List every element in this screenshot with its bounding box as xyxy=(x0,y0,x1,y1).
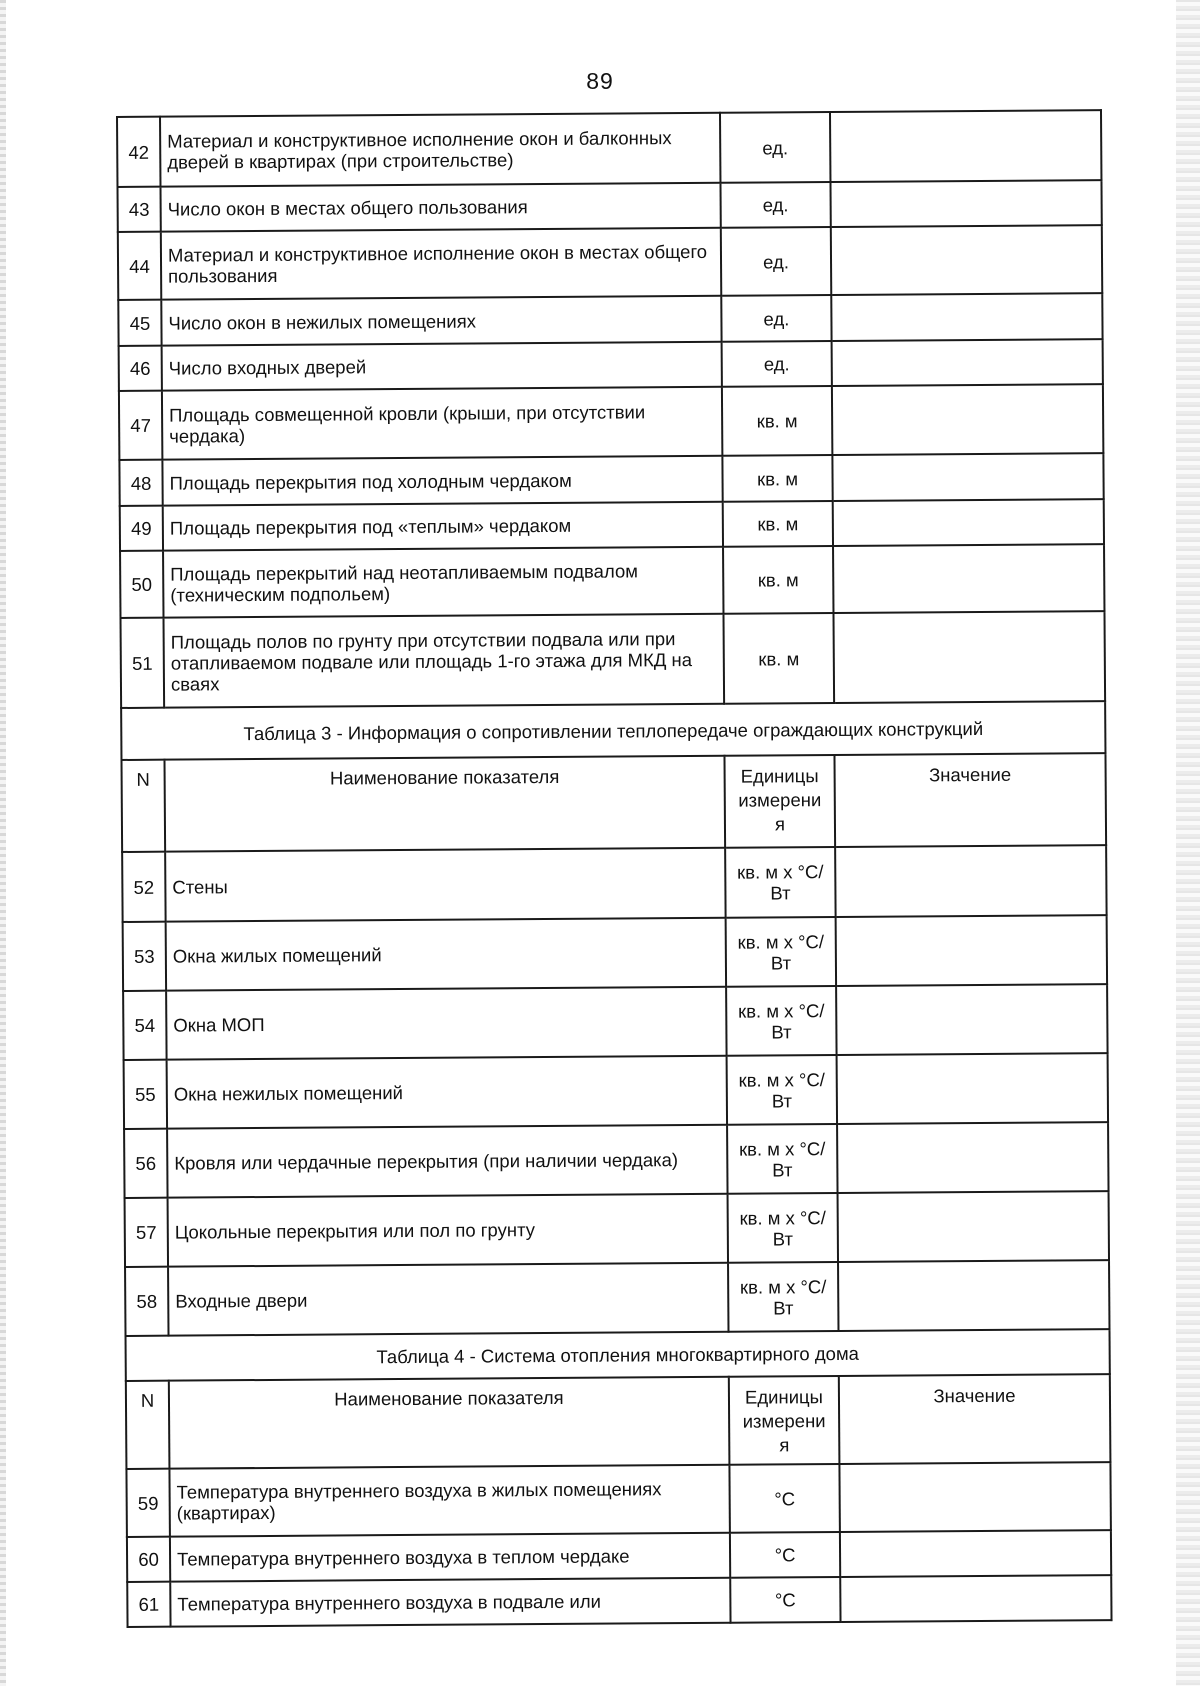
header-value: Значение xyxy=(839,1374,1111,1464)
indicator-name: Цокольные перекрытия или пол по грунту xyxy=(168,1194,728,1267)
indicator-name: Входные двери xyxy=(168,1263,728,1336)
table-row xyxy=(119,339,1103,391)
table-row xyxy=(119,453,1103,506)
unit-cell: кв. м xyxy=(722,386,832,456)
value-cell[interactable] xyxy=(840,1575,1111,1622)
header-value: Значение xyxy=(834,753,1106,847)
unit-cell: ед. xyxy=(721,227,831,296)
indicator-name: Площадь полов по грунту при отсутствии подвала или при отапливаемом подвале или площадь 1-го этажа для МКД на сваях xyxy=(164,614,725,708)
table-row xyxy=(118,293,1102,346)
row-number: 42 xyxy=(117,117,160,187)
value-cell[interactable] xyxy=(830,110,1101,182)
unit-cell: кв. м x °C/ Вт xyxy=(727,1055,837,1125)
unit-cell: ед. xyxy=(721,295,831,342)
indicator-name: Температура внутреннего воздуха в теплом чердаке xyxy=(170,1533,730,1582)
row-number: 52 xyxy=(122,852,165,922)
scan-left-edge xyxy=(0,0,6,1686)
row-number: 44 xyxy=(118,232,161,300)
value-cell[interactable] xyxy=(838,1191,1109,1262)
value-cell[interactable] xyxy=(832,384,1103,455)
unit-cell: °C xyxy=(730,1532,840,1578)
unit-cell: кв. м x °C/ Вт xyxy=(728,1262,838,1332)
unit-cell: кв. м x °C/ Вт xyxy=(728,1193,838,1263)
table-row xyxy=(123,984,1107,1060)
scan-right-edge xyxy=(1176,0,1200,1686)
value-cell[interactable] xyxy=(837,1122,1108,1193)
value-cell[interactable] xyxy=(840,1530,1111,1577)
table-row xyxy=(121,611,1106,708)
table-row xyxy=(117,180,1101,232)
value-cell[interactable] xyxy=(831,225,1102,295)
row-number: 57 xyxy=(125,1198,168,1267)
table-row xyxy=(120,499,1104,551)
unit-cell: кв. м x °C/ Вт xyxy=(726,986,836,1056)
value-cell[interactable] xyxy=(830,180,1101,227)
row-number: 61 xyxy=(127,1582,170,1627)
unit-cell: кв. м x °C/ Вт xyxy=(725,847,835,918)
table-row xyxy=(125,1260,1109,1336)
header-number: N xyxy=(121,760,165,852)
unit-cell: °C xyxy=(729,1464,839,1533)
header-indicator: Наименование показателя xyxy=(169,1377,730,1469)
unit-cell: кв. м xyxy=(723,501,833,547)
indicator-name: Площадь перекрытия под «теплым» чердаком xyxy=(163,502,723,551)
table-row xyxy=(118,225,1102,300)
indicator-name: Кровля или чердачные перекрытия (при наличии чердака) xyxy=(167,1125,727,1198)
value-cell[interactable] xyxy=(835,845,1106,917)
header-indicator: Наименование показателя xyxy=(164,756,725,852)
row-number: 48 xyxy=(119,460,162,506)
row-number: 60 xyxy=(127,1537,170,1582)
value-cell[interactable] xyxy=(837,1053,1108,1124)
indicator-name: Материал и конструктивное исполнение окон в местах общего пользования xyxy=(161,228,721,300)
row-number: 45 xyxy=(118,300,161,346)
table-caption-row xyxy=(126,1329,1110,1381)
table-row xyxy=(122,845,1106,922)
unit-cell: ед. xyxy=(720,112,830,183)
table-row xyxy=(126,1462,1110,1537)
row-number: 59 xyxy=(126,1469,169,1537)
value-cell[interactable] xyxy=(836,915,1107,986)
table-row xyxy=(124,1053,1108,1129)
row-number: 43 xyxy=(117,187,160,232)
row-number: 56 xyxy=(124,1129,167,1198)
table4-caption: Таблица 4 - Система отопления многоквартирного дома xyxy=(126,1329,1110,1381)
indicator-name: Стены xyxy=(165,848,725,922)
unit-cell: кв. м xyxy=(722,455,832,502)
table-row xyxy=(120,544,1104,618)
unit-cell: кв. м xyxy=(723,546,833,614)
value-cell[interactable] xyxy=(839,1462,1110,1532)
header-units: Единицы измерени я xyxy=(729,1376,840,1465)
value-cell[interactable] xyxy=(836,984,1107,1055)
unit-cell: ед. xyxy=(722,341,832,387)
unit-cell: кв. м x °C/ Вт xyxy=(726,917,836,987)
indicator-name: Площадь перекрытия под холодным чердаком xyxy=(162,456,722,506)
indicator-name: Число окон в нежилых помещениях xyxy=(161,296,721,346)
table-row xyxy=(127,1530,1111,1582)
value-cell[interactable] xyxy=(833,611,1105,703)
indicator-name: Число входных дверей xyxy=(162,342,722,391)
value-cell[interactable] xyxy=(832,339,1103,386)
indicator-name: Площадь перекрытий над неотапливаемым подвалом (техническим подпольем) xyxy=(163,547,723,618)
row-number: 46 xyxy=(119,346,162,391)
header-number: N xyxy=(126,1381,170,1469)
table-row xyxy=(127,1575,1111,1627)
table-row xyxy=(123,915,1107,991)
indicator-name: Материал и конструктивное исполнение окон и балконных дверей в квартирах (при строительстве) xyxy=(160,113,720,187)
table-header-row xyxy=(126,1374,1111,1469)
indicator-name: Температура внутреннего воздуха в жилых помещениях (квартирах) xyxy=(169,1465,729,1537)
table-header-row xyxy=(121,753,1106,852)
table-row xyxy=(125,1191,1109,1267)
indicator-name: Окна МОП xyxy=(166,987,726,1060)
row-number: 55 xyxy=(124,1060,167,1129)
table3-caption: Таблица 3 - Информация о сопротивлении теплопередаче ограждающих конструкций xyxy=(121,701,1105,760)
indicator-name: Число окон в местах общего пользования xyxy=(160,183,720,232)
row-number: 58 xyxy=(125,1267,168,1336)
unit-cell: °C xyxy=(730,1577,840,1623)
value-cell[interactable] xyxy=(831,293,1102,341)
indicator-name: Окна жилых помещений xyxy=(166,918,726,991)
table-row xyxy=(117,110,1101,187)
row-number: 47 xyxy=(119,391,162,460)
row-number: 49 xyxy=(120,506,163,551)
page-number: 89 xyxy=(586,68,614,94)
table-row xyxy=(124,1122,1108,1198)
row-number: 50 xyxy=(120,551,163,618)
indicator-name: Окна нежилых помещений xyxy=(167,1056,727,1129)
header-units: Единицы измерени я xyxy=(724,755,835,848)
value-cell[interactable] xyxy=(832,453,1103,501)
value-cell[interactable] xyxy=(833,544,1104,613)
row-number: 51 xyxy=(121,618,165,708)
unit-cell: кв. м x °C/ Вт xyxy=(727,1124,837,1194)
unit-cell: ед. xyxy=(720,182,830,228)
row-number: 54 xyxy=(123,991,166,1060)
value-cell[interactable] xyxy=(833,499,1104,546)
value-cell[interactable] xyxy=(838,1260,1109,1331)
indicator-name: Температура внутреннего воздуха в подвале или xyxy=(170,1578,730,1627)
unit-cell: кв. м xyxy=(723,613,834,704)
indicators-table xyxy=(116,109,1113,1628)
row-number: 53 xyxy=(123,922,166,991)
table-caption-row xyxy=(121,701,1105,760)
table-row xyxy=(119,384,1103,460)
indicator-name: Площадь совмещенной кровли (крыши, при отсутствии чердака) xyxy=(162,387,722,460)
